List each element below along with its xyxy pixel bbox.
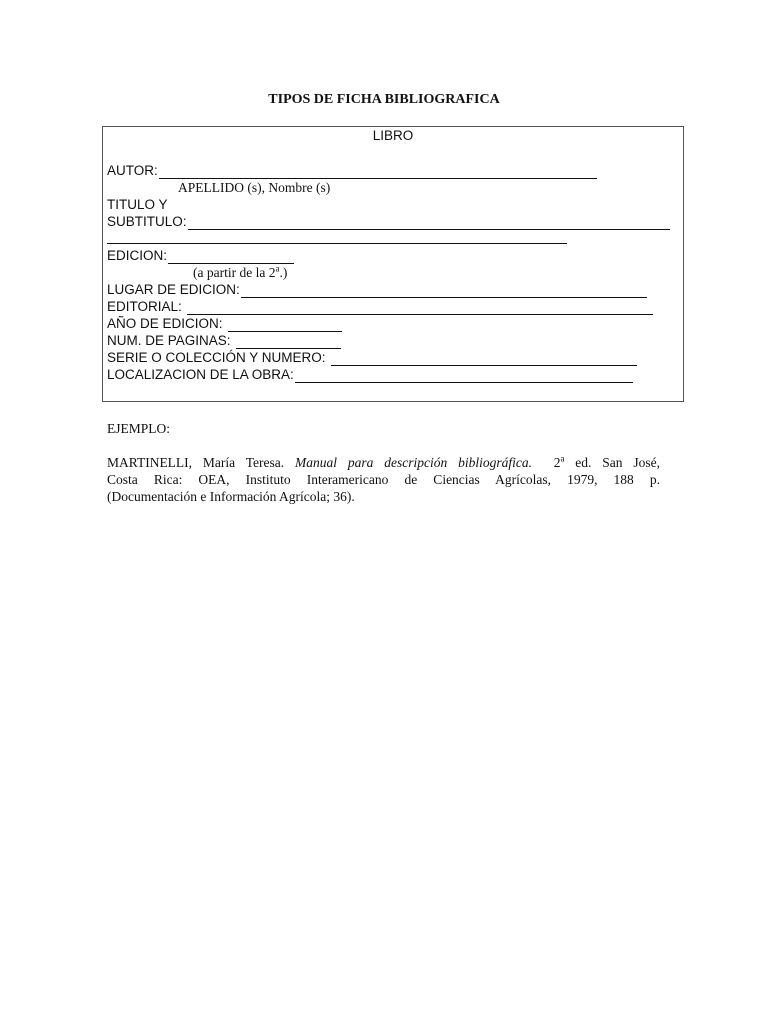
citation-title: Manual para descripción bibliográfica. — [295, 455, 532, 470]
localizacion-field — [107, 366, 633, 383]
subtitulo-label: SUBTITULO: — [107, 214, 187, 229]
anio-label: AÑO DE EDICION: — [107, 316, 223, 331]
citation-line-3: (Documentación e Información Agrícola; 36). — [107, 489, 355, 504]
serie-field — [107, 349, 637, 366]
serie-blank — [331, 352, 637, 366]
bibliographic-card — [102, 126, 684, 402]
lugar-field — [107, 281, 647, 298]
document-title: TIPOS DE FICHA BIBLIOGRAFICA — [268, 92, 500, 107]
citation-edition-number: 2 — [553, 455, 561, 470]
titulo-label-1: TITULO Y — [107, 197, 168, 212]
localizacion-label: LOCALIZACION DE LA OBRA: — [107, 367, 294, 382]
serie-label: SERIE O COLECCIÓN Y NUMERO: — [107, 350, 326, 365]
autor-label: AUTOR: — [107, 163, 158, 178]
titulo-label-line-1 — [107, 196, 168, 213]
citation-line-1-rest: ed. San José, — [575, 455, 661, 470]
paginas-label: NUM. DE PAGINAS: — [107, 333, 231, 348]
anio-field — [107, 315, 342, 332]
subtitulo-field — [107, 213, 670, 230]
lugar-blank — [241, 284, 647, 298]
subtitulo-blank-2 — [107, 230, 567, 244]
autor-field — [107, 162, 597, 179]
example-citation — [107, 454, 660, 505]
card-heading: LIBRO — [372, 128, 414, 143]
localizacion-blank — [295, 369, 633, 383]
subtitulo-continuation — [107, 230, 567, 244]
editorial-blank — [187, 301, 653, 315]
citation-edition-sup: a — [560, 453, 565, 464]
example-label: EJEMPLO: — [107, 421, 171, 436]
citation-line-2: Costa Rica: OEA, Instituto Interamericano de Ciencias Agrícolas, 1979, 188 p. — [107, 472, 660, 487]
autor-blank — [159, 165, 597, 179]
editorial-label: EDITORIAL: — [107, 299, 182, 314]
editorial-field — [107, 298, 653, 315]
lugar-label: LUGAR DE EDICION: — [107, 282, 240, 297]
edicion-label: EDICION: — [107, 248, 168, 263]
paginas-blank — [236, 335, 341, 349]
citation-author: MARTINELLI, María Teresa. — [107, 455, 285, 470]
subtitulo-blank — [188, 216, 670, 230]
paginas-field — [107, 332, 341, 349]
edicion-hint: (a partir de la 2$^a$.) — [193, 263, 288, 280]
edicion-field — [107, 247, 294, 264]
anio-blank — [228, 318, 342, 332]
citation-line-1 — [107, 454, 660, 471]
edicion-blank — [168, 250, 294, 264]
autor-hint: APELLIDO (s), Nombre (s) — [178, 180, 331, 195]
